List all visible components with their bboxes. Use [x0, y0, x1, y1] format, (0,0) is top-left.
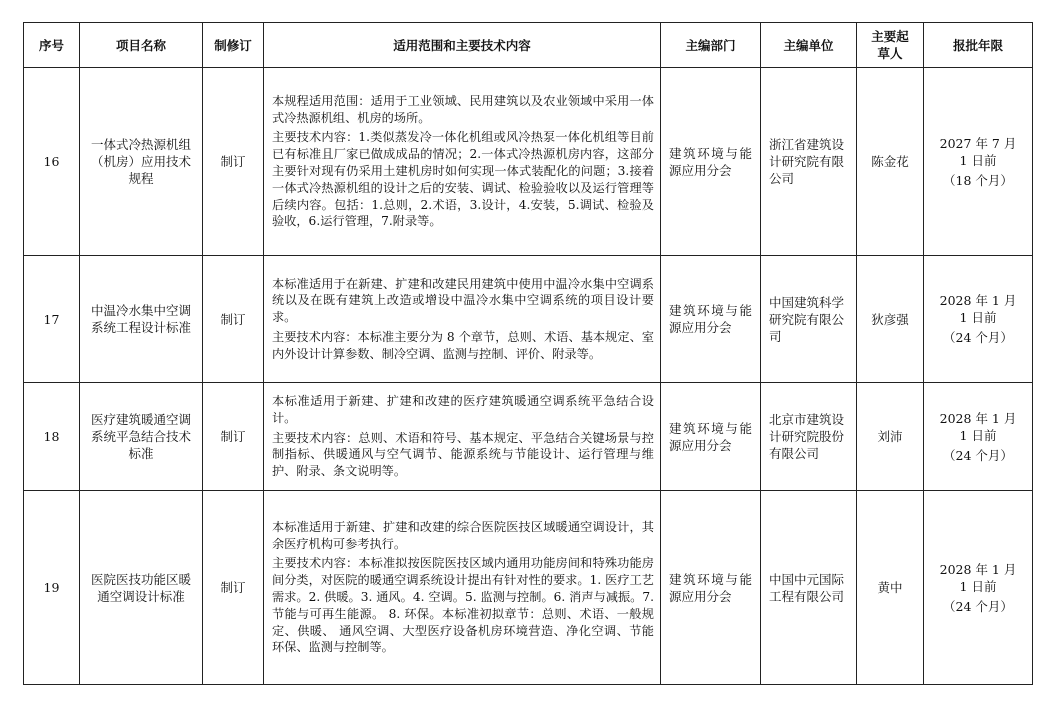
header-type: 制修订: [203, 23, 264, 68]
row-drafter: 黄中: [857, 491, 924, 685]
header-dept: 主编部门: [661, 23, 761, 68]
row-no: 18: [24, 383, 80, 491]
table-row: [24, 383, 1033, 491]
table-row: [24, 256, 1033, 383]
content-text: 主要技术内容：总则、术语和符号、基本规定、平急结合关键场景与控制指标、供暖通风与空气调节、能源系统与节能设计、运行管理与维护、附录、条文说明等。: [272, 430, 654, 479]
row-scope: [264, 491, 661, 685]
deadline-months: （18 个月）: [943, 172, 1013, 188]
row-dept: 建筑环境与能源应用分会: [661, 68, 761, 256]
scope-text: 本标准适用于新建、扩建和改建的医疗建筑暖通空调系统平急结合设计。: [272, 394, 654, 425]
header-drafter: 主要起草人: [857, 23, 924, 68]
row-no: 19: [24, 491, 80, 685]
row-scope: [264, 68, 661, 256]
row-name: 一体式冷热源机组（机房）应用技术规程: [80, 68, 203, 256]
row-dept: 建筑环境与能源应用分会: [661, 491, 761, 685]
row-no: 16: [24, 68, 80, 256]
row-scope: [264, 383, 661, 491]
row-drafter: 狄彦强: [857, 256, 924, 383]
header-row: [24, 23, 1033, 68]
row-type: 制订: [203, 383, 264, 491]
row-name: 医院医技功能区暖通空调设计标准: [80, 491, 203, 685]
row-no: 17: [24, 256, 80, 383]
header-name: 项目名称: [80, 23, 203, 68]
deadline-date: 2028 年 1 月 1 日前: [939, 293, 1017, 325]
deadline-date: 2028 年 1 月 1 日前: [939, 410, 1017, 443]
table-row: [24, 491, 1033, 685]
header-unit: 主编单位: [761, 23, 857, 68]
row-type: 制订: [203, 491, 264, 685]
row-dept: 建筑环境与能源应用分会: [661, 256, 761, 383]
row-drafter: 陈金花: [857, 68, 924, 256]
row-dept: 建筑环境与能源应用分会: [661, 383, 761, 491]
deadline-months: （24 个月）: [943, 598, 1013, 614]
row-deadline: [924, 68, 1033, 256]
scope-text: 本标准适用于新建、扩建和改建的综合医院医技区域暖通空调设计，其余医疗机构可参考执行。: [272, 519, 654, 551]
row-unit: 中国中元国际工程有限公司: [761, 491, 857, 685]
row-deadline: [924, 383, 1033, 491]
row-name: 中温冷水集中空调系统工程设计标准: [80, 256, 203, 383]
row-unit: 中国建筑科学研究院有限公司: [761, 256, 857, 383]
header-deadline: 报批年限: [924, 23, 1033, 68]
row-deadline: [924, 491, 1033, 685]
scope-text: 本标准适用于在新建、扩建和改建民用建筑中使用中温冷水集中空调系统以及在既有建筑上改造或增设中温冷水集中空调系统的项目设计要求。: [272, 276, 654, 325]
row-drafter: 刘沛: [857, 383, 924, 491]
row-type: 制订: [203, 68, 264, 256]
row-unit: 北京市建筑设计研究院股份有限公司: [761, 383, 857, 491]
standards-table: [23, 22, 1033, 685]
header-no: 序号: [24, 23, 80, 68]
header-scope: 适用范围和主要技术内容: [264, 23, 661, 68]
scope-text: 本规程适用范围：适用于工业领域、民用建筑以及农业领域中采用一体式冷热源机组、机房的场所。: [272, 93, 654, 125]
row-scope: [264, 256, 661, 383]
content-text: 主要技术内容：本标准主要分为 8 个章节，总则、术语、基本规定、室内外设计计算参数、制冷空调、监测与控制、评价、附录等。: [272, 329, 654, 361]
row-name: 医疗建筑暖通空调系统平急结合技术标准: [80, 383, 203, 491]
deadline-months: （24 个月）: [943, 447, 1013, 463]
row-unit: 浙江省建筑设计研究院有限公司: [761, 68, 857, 256]
deadline-date: 2027 年 7 月 1 日前: [939, 135, 1017, 168]
row-type: 制订: [203, 256, 264, 383]
content-text: 主要技术内容：本标准拟按医院医技区域内通用功能房间和特殊功能房间分类，对医院的暖通空调系统设计提出有针对性的要求。1. 医疗工艺需求。2. 供暖。3. 通风。4. 空调。5. 监测与控制。6. 消声与减振。7. 节能与可再生能源。 8. 环保。本标准初拟章节：总则、术语、一般规定、供暖、 通风空调、大型医疗设备机房环境营造、净化空调、节能 环保、监测与控制等。: [272, 556, 654, 655]
deadline-months: （24 个月）: [943, 330, 1013, 345]
deadline-date: 2028 年 1 月 1 日前: [939, 561, 1017, 594]
content-text: 主要技术内容：1.类似蒸发冷一体化机组或风冷热泵一体化机组等目前已有标准且厂家已做成成品的情况；2.一体式冷热源机房内容，这部分主要针对现有仍采用土建机房时如何实现一体式装配化的问题；3.接着一体式冷热源机组的设计之后的安装、调试、检验验收以及运行管理等后续内容。包括：1.总则，2.术语，3.设计，4.安装，5.调试、检验及验收，6.运行管理，7.附录等。: [272, 130, 654, 229]
row-deadline: [924, 256, 1033, 383]
table-row: [24, 68, 1033, 256]
